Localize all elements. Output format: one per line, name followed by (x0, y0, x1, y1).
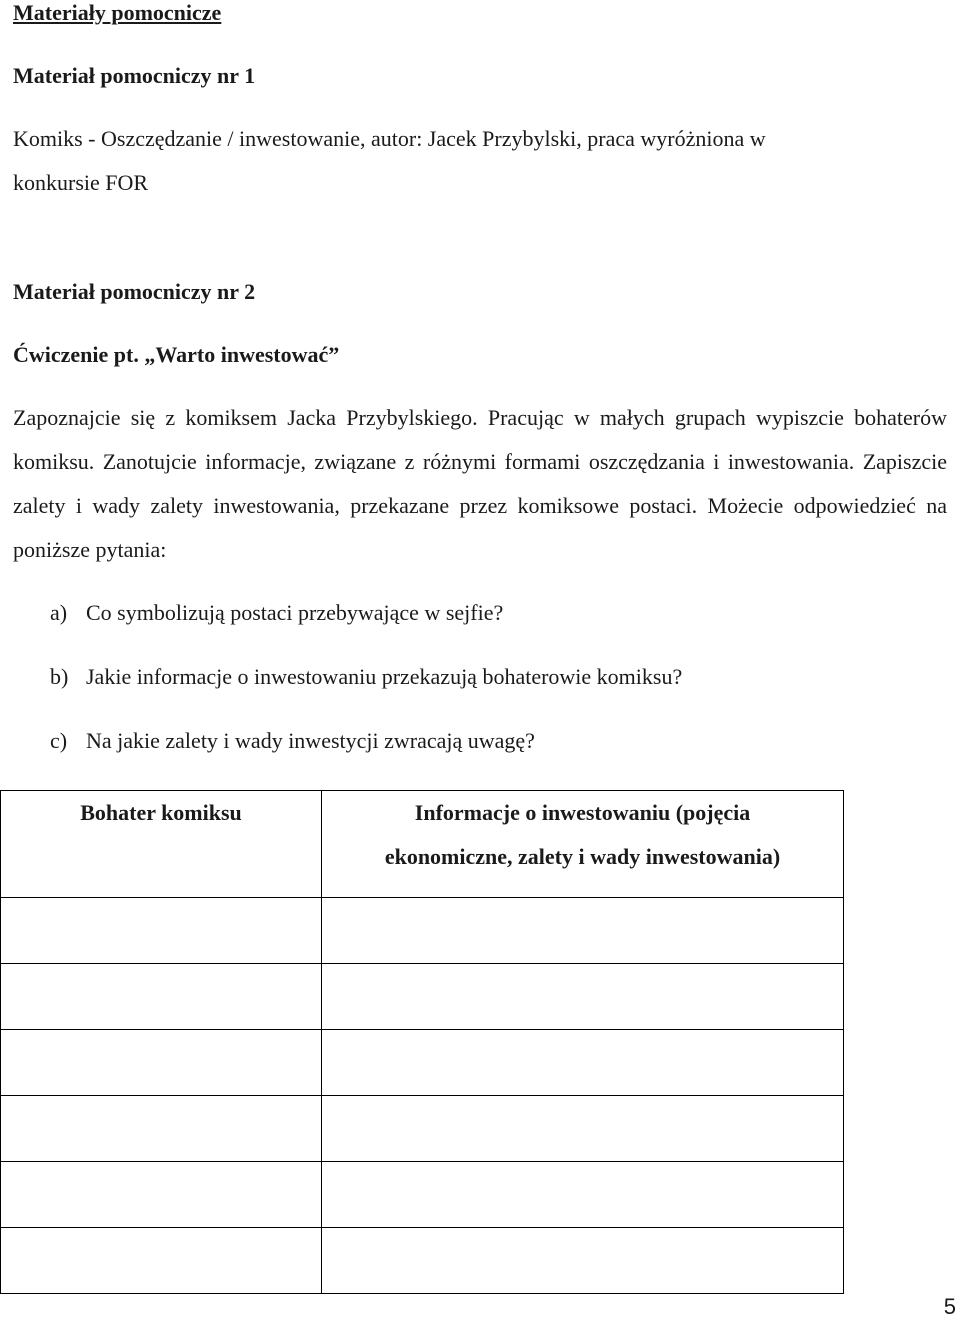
table-row (1, 898, 844, 964)
material2-heading: Materiał pomocniczy nr 2 (13, 279, 256, 304)
table-row (1, 1096, 844, 1162)
table-cell[interactable] (322, 898, 844, 964)
question-b (50, 664, 682, 690)
page-number: 5 (943, 1294, 956, 1319)
header-hero-label: Bohater komiksu (80, 800, 242, 825)
material1-heading: Materiał pomocniczy nr 1 (13, 63, 256, 88)
header-hero (1, 791, 322, 898)
material1-line1: Komiks - Oszczędzanie / inwestowanie, autor: Jacek Przybylski, praca wyróżniona w (13, 126, 766, 151)
table-cell[interactable] (1, 1096, 322, 1162)
material1-line2: konkursie FOR (13, 170, 149, 195)
table-cell[interactable] (322, 964, 844, 1030)
question-c (50, 728, 535, 754)
question-label: c) (50, 728, 68, 753)
table-cell[interactable] (322, 1096, 844, 1162)
table-cell[interactable] (1, 1228, 322, 1294)
header-info (322, 791, 844, 898)
worksheet-table (0, 790, 844, 1294)
question-label: b) (50, 664, 69, 689)
table-row (1, 1030, 844, 1096)
question-text: Na jakie zalety i wady inwestycji zwracają uwagę? (86, 728, 535, 753)
exercise-instructions: Zapoznajcie się z komiksem Jacka Przybylskiego. Pracując w małych grupach wypiszcie bohaterów komiksu. Zanotujcie informacje, związane z różnymi formami oszczędzania i inwestowania. Zapiszcie zalety i wady zalety inwestowania, przekazane przez komiksowe postaci. Możecie odpowiedzieć na poniższe pytania: (13, 405, 947, 562)
table-cell[interactable] (1, 964, 322, 1030)
table-row (1, 964, 844, 1030)
table-row (1, 1162, 844, 1228)
question-label: a) (50, 600, 68, 625)
table-cell[interactable] (1, 898, 322, 964)
header-info-line1: Informacje o inwestowaniu (pojęcia (414, 800, 751, 825)
question-a (50, 600, 503, 626)
question-text: Co symbolizują postaci przebywające w sejfie? (86, 600, 504, 625)
header-info-line2: ekonomiczne, zalety i wady inwestowania) (384, 844, 781, 869)
table-cell[interactable] (322, 1030, 844, 1096)
table-cell[interactable] (1, 1030, 322, 1096)
exercise-title: Ćwiczenie pt. „Warto inwestować” (13, 342, 340, 367)
table-row (1, 1228, 844, 1294)
table-cell[interactable] (322, 1228, 844, 1294)
table-cell[interactable] (1, 1162, 322, 1228)
table-cell[interactable] (322, 1162, 844, 1228)
table-header-row (1, 791, 844, 898)
section-title: Materiały pomocnicze (13, 0, 222, 25)
question-text: Jakie informacje o inwestowaniu przekazują bohaterowie komiksu? (86, 664, 683, 689)
